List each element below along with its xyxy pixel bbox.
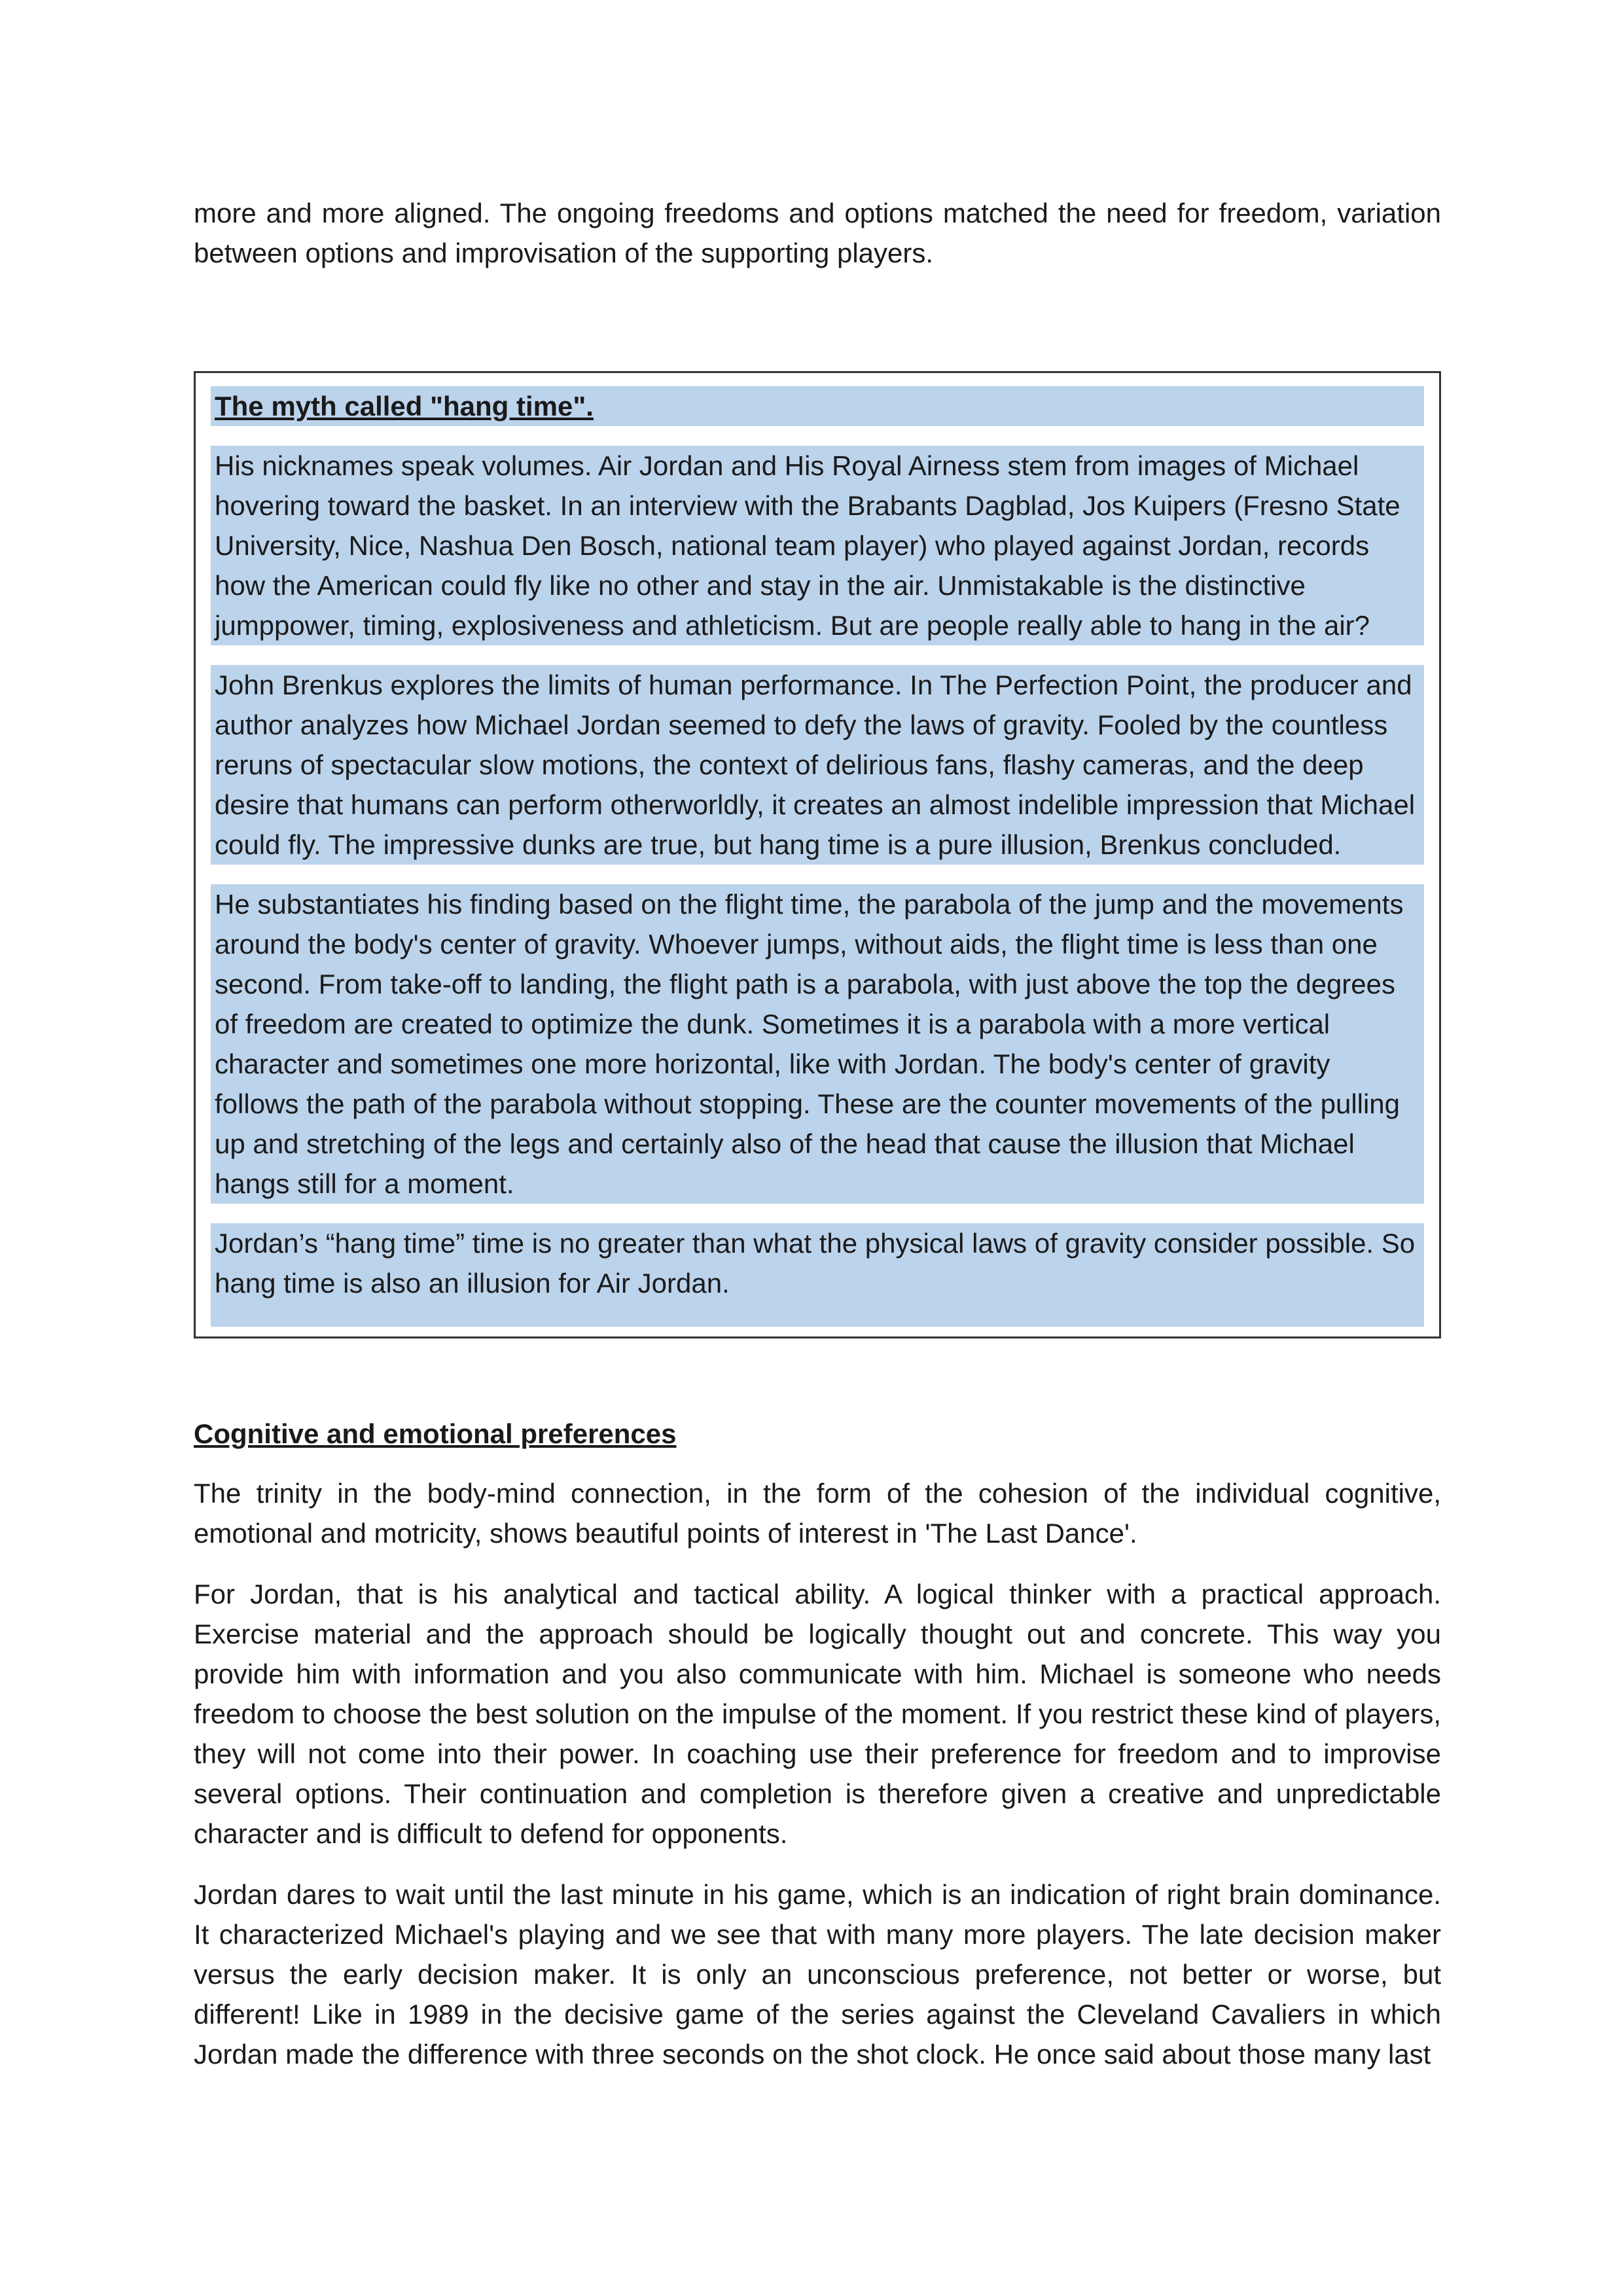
- body-paragraph: Jordan dares to wait until the last minute in his game, which is an indication of right brain dominance. It characterized Michael's playing and we see that with many more players. The late decision maker versus the early decision maker. It is only an unconscious preference, not better or worse, but different! Like in 1989 in the decisive game of the series against the Cleveland Cavaliers in which Jordan made the difference with three seconds on the shot clock. He once said about those many last: [194, 1879, 1441, 2070]
- hang-time-sidebar-box: [194, 371, 1441, 1338]
- body-paragraph: For Jordan, that is his analytical and tactical ability. A logical thinker with a practical approach. Exercise material and the approach should be logically thought out and concrete. This way you provide him with information and you also communicate with him. Michael is someone who needs freedom to choose the best solution on the impulse of the moment. If you restrict these kind of players, they will not come into their power. In coaching use their preference for freedom and to improvise several options. Their continuation and completion is therefore given a creative and unpredictable character and is difficult to defend for opponents.: [194, 1579, 1441, 1849]
- sidebar-paragraph: John Brenkus explores the limits of human performance. In The Perfection Point, the producer and author analyzes how Michael Jordan seemed to defy the laws of gravity. Fooled by the countless reruns of spectacular slow motions, the context of delirious fans, flashy cameras, and the deep desire that humans can perform otherworldly, it creates an almost indelible impression that Michael could fly. The impressive dunks are true, but hang time is a pure illusion, Brenkus concluded.: [211, 665, 1424, 865]
- sidebar-paragraph: Jordan’s “hang time” time is no greater than what the physical laws of gravity consider possible. So hang time is also an illusion for Air Jordan.: [211, 1223, 1424, 1327]
- section-heading: Cognitive and emotional preferences: [194, 1418, 677, 1449]
- sidebar-paragraph: His nicknames speak volumes. Air Jordan and His Royal Airness stem from images of Michael hovering toward the basket. In an interview with the Brabants Dagblad, Jos Kuipers (Fresno State University, Nice, Nashua Den Bosch, national team player) who played against Jordan, records how the American could fly like no other and stay in the air. Unmistakable is the distinctive jumppower, timing, explosiveness and athleticism. But are people really able to hang in the air?: [211, 446, 1424, 645]
- intro-paragraph: more and more aligned. The ongoing freedoms and options matched the need for freedom, variation between options and improvisation of the supporting players.: [194, 198, 1441, 268]
- document-page: [194, 193, 1441, 2095]
- sidebar-title: The myth called "hang time".: [211, 386, 1424, 426]
- body-paragraph: The trinity in the body-mind connection, in the form of the cohesion of the individual cognitive, emotional and motricity, shows beautiful points of interest in 'The Last Dance'.: [194, 1478, 1441, 1549]
- sidebar-paragraph: He substantiates his finding based on the flight time, the parabola of the jump and the movements around the body's center of gravity. Whoever jumps, without aids, the flight time is less than one second. From take-off to landing, the flight path is a parabola, with just above the top the degrees of freedom are created to optimize the dunk. Sometimes it is a parabola with a more vertical character and sometimes one more horizontal, like with Jordan. The body's center of gravity follows the path of the parabola without stopping. These are the counter movements of the pulling up and stretching of the legs and certainly also of the head that cause the illusion that Michael hangs still for a moment.: [211, 884, 1424, 1204]
